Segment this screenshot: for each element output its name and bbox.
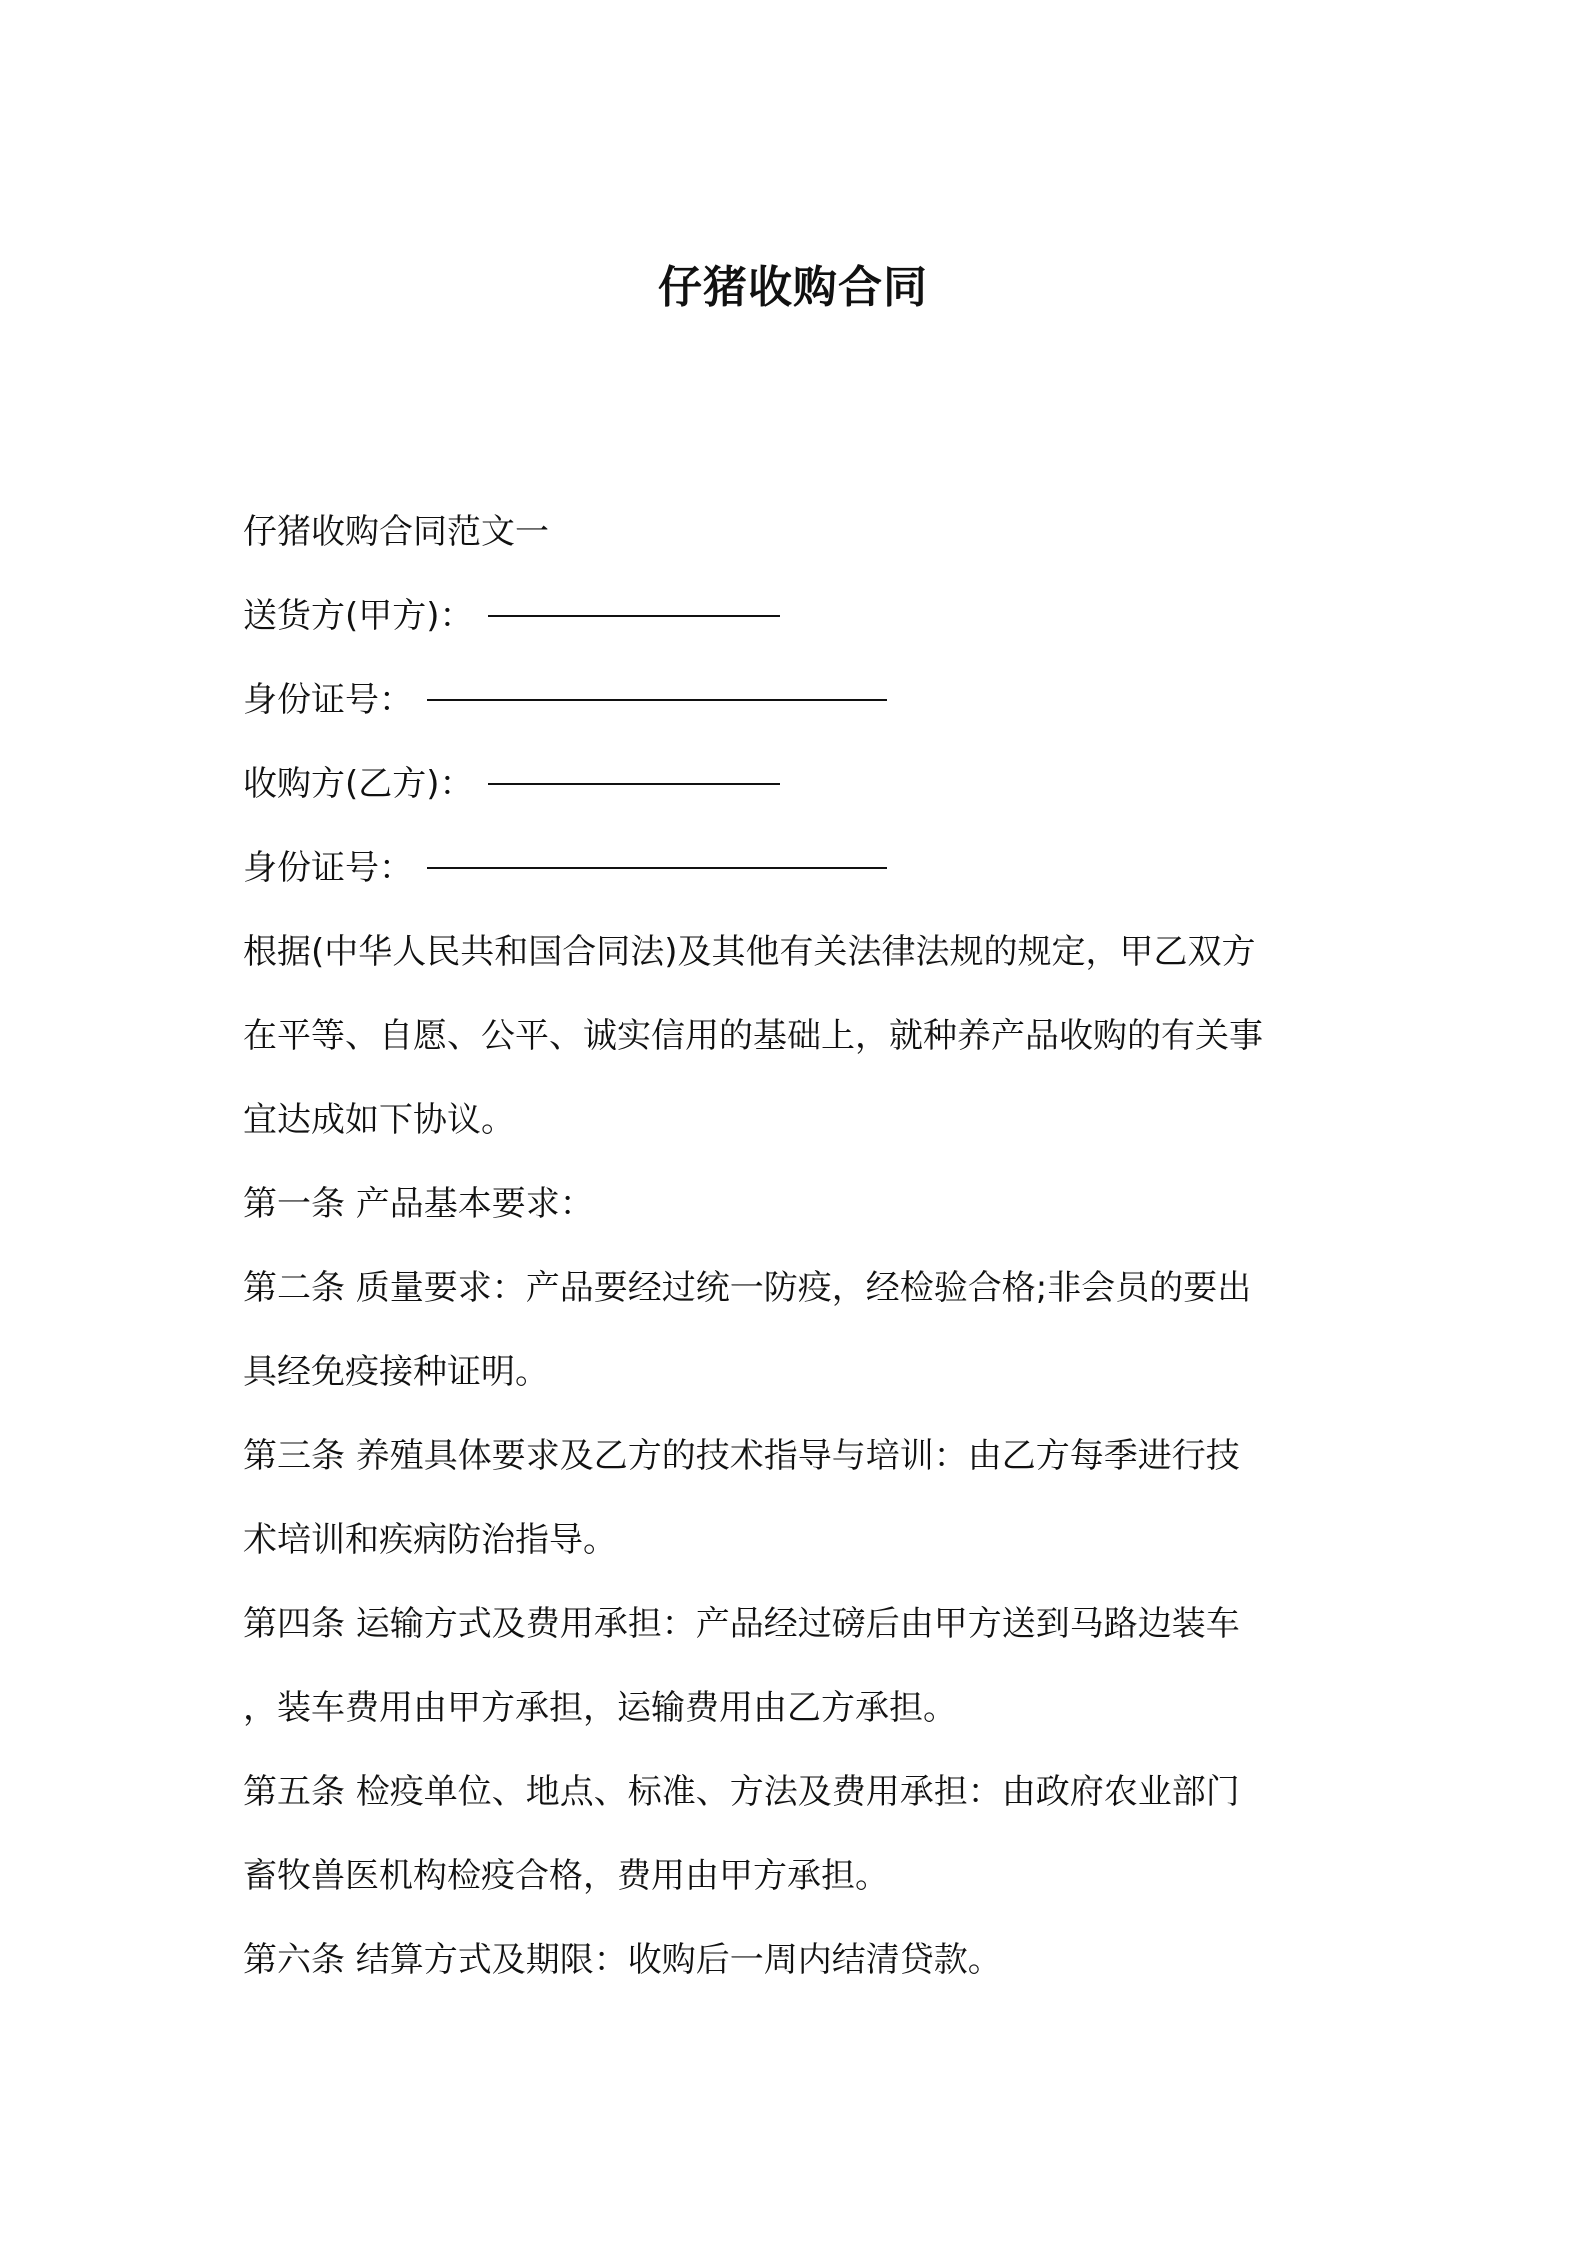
party-line-buyer-id bbox=[243, 826, 1363, 910]
article-3: 第三条 养殖具体要求及乙方的技术指导与培训：由乙方每季进行技 bbox=[243, 1436, 1240, 1476]
party-label: 身份证号： bbox=[243, 680, 413, 720]
article-2-cont: 具经免疫接种证明。 bbox=[243, 1352, 549, 1392]
document-subtitle: 仔猪收购合同范文一 bbox=[243, 512, 549, 552]
fill-in-blank bbox=[427, 827, 887, 869]
article-5: 第五条 检疫单位、地点、标准、方法及费用承担：由政府农业部门 bbox=[243, 1772, 1240, 1812]
article-4: 第四条 运输方式及费用承担：产品经过磅后由甲方送到马路边装车 bbox=[243, 1604, 1240, 1644]
party-label: 收购方(乙方)： bbox=[243, 764, 474, 804]
body-line: 在平等、自愿、公平、诚实信用的基础上，就种养产品收购的有关事 bbox=[243, 1016, 1263, 1056]
article-1: 第一条 产品基本要求： bbox=[243, 1184, 594, 1224]
article-3-cont: 术培训和疾病防治指导。 bbox=[243, 1520, 617, 1560]
document-title: 仔猪收购合同 bbox=[658, 262, 928, 313]
document-body bbox=[243, 490, 1363, 2002]
party-line-buyer bbox=[243, 742, 1363, 826]
body-line: 根据(中华人民共和国合同法)及其他有关法律法规的规定，甲乙双方 bbox=[243, 932, 1256, 972]
article-6: 第六条 结算方式及期限：收购后一周内结清贷款。 bbox=[243, 1940, 1002, 1980]
party-line-seller bbox=[243, 574, 1363, 658]
article-4-cont: ，装车费用由甲方承担，运输费用由乙方承担。 bbox=[243, 1688, 957, 1728]
party-label: 身份证号： bbox=[243, 848, 413, 888]
party-line-seller-id bbox=[243, 658, 1363, 742]
fill-in-blank bbox=[488, 575, 780, 617]
article-2: 第二条 质量要求：产品要经过统一防疫，经检验合格;非会员的要出 bbox=[243, 1268, 1252, 1308]
article-5-cont: 畜牧兽医机构检疫合格，费用由甲方承担。 bbox=[243, 1856, 889, 1896]
party-label: 送货方(甲方)： bbox=[243, 596, 474, 636]
fill-in-blank bbox=[488, 743, 780, 785]
body-line: 宜达成如下协议。 bbox=[243, 1100, 515, 1140]
fill-in-blank bbox=[427, 659, 887, 701]
